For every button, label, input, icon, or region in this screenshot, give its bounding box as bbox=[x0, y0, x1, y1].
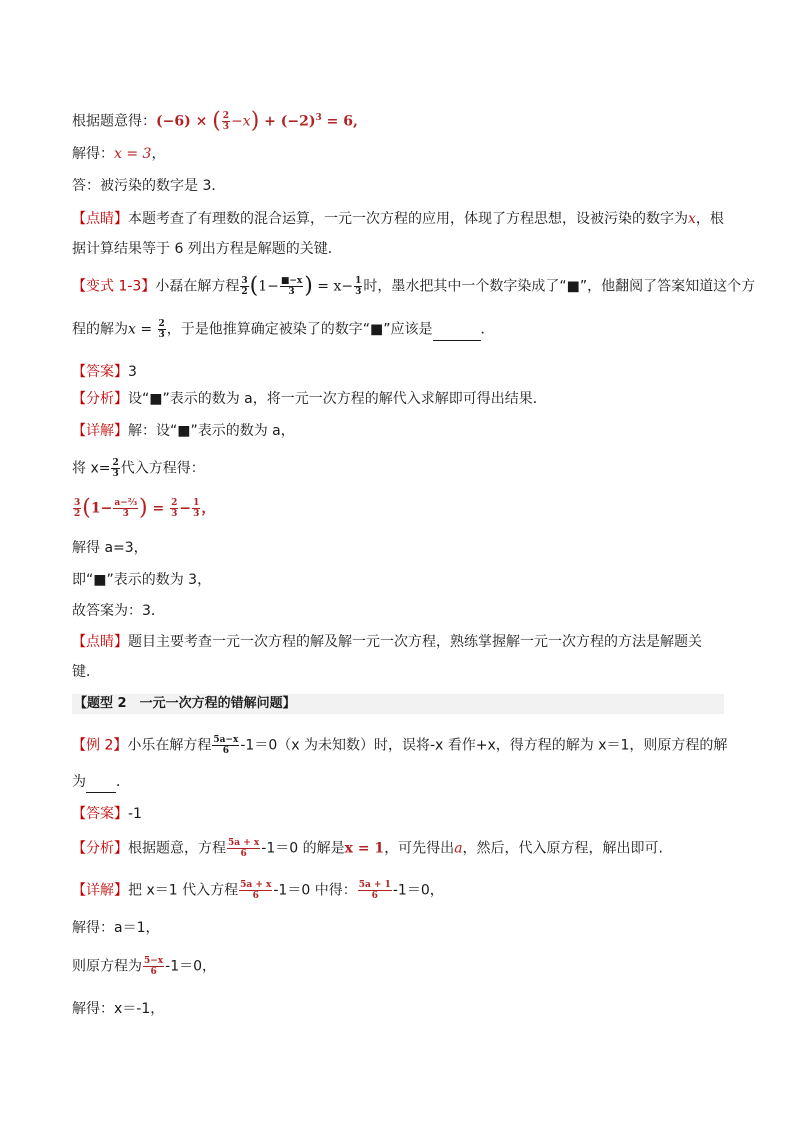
fraction: $\frac{5a + x}{6}$ bbox=[240, 880, 272, 901]
section-tag: 【答案】 bbox=[72, 364, 128, 380]
comment-line-2-cont: 键． bbox=[72, 664, 100, 680]
solve-a-line-2: 解得：a＝1， bbox=[72, 920, 160, 936]
section-tag: 【点睛】 bbox=[72, 211, 128, 227]
final-answer-line: 故答案为：3． bbox=[72, 603, 165, 619]
fraction: $\frac{1}{3}$ bbox=[193, 498, 200, 519]
fraction: $\frac{3}{2}$ bbox=[74, 498, 81, 519]
comment-line: 【点睛】本题考查了有理数的混合运算，一元一次方程的应用，体现了方程思想，设被污染的数字为x，根 bbox=[72, 211, 724, 227]
fraction: $\frac{3}{2}$ bbox=[241, 276, 248, 297]
section-tag: 【答案】 bbox=[72, 806, 128, 822]
section-tag: 【详解】 bbox=[72, 423, 128, 439]
section-tag: 【例 2】 bbox=[72, 737, 128, 754]
fraction: $\frac{5a + x}{6}$ bbox=[228, 838, 260, 859]
fraction: $\frac{2}{3}$ bbox=[222, 111, 230, 133]
final-solve-line: 解得：x＝-1， bbox=[72, 1001, 165, 1017]
fraction: $\frac{2}{3}$ bbox=[158, 319, 165, 340]
detail-row: 【详解】解：设“■”表示的数为 a， bbox=[72, 423, 295, 439]
answer-line: 答：被污染的数字是 3． bbox=[72, 178, 226, 194]
detail-row-2: 【详解】把 x＝1 代入方程 $\frac{5a + x}{6}$ -1＝0 中得： $\frac{5a + 1}{6}$ -1＝0， bbox=[72, 880, 444, 901]
answer-blank bbox=[86, 772, 116, 793]
fraction: $\frac{2}{3}$ bbox=[112, 458, 119, 479]
section-tag: 【点睛】 bbox=[72, 634, 128, 650]
comment-line-2: 【点睛】题目主要考查一元一次方程的解及解一元一次方程，熟练掌握解一元一次方程的方法是解题关 bbox=[72, 634, 702, 650]
fraction: $\frac{1}{3}$ bbox=[355, 276, 362, 297]
answer-row-2: 【答案】-1 bbox=[72, 806, 142, 822]
fraction: $\frac{2}{3}$ bbox=[171, 498, 178, 519]
variant-question-line: 【变式 1-3】小磊在解方程 $\frac{3}{2}$ (1− $\frac{■-x}{3}$ ) = x− $\frac{1}{3}$ 时，墨水把其中一个数字染成了“■”，他翻阅了答案知道这个方 bbox=[72, 273, 756, 299]
question-type-heading: 【题型 2 一元一次方程的错解问题】 bbox=[72, 694, 724, 714]
example-question-line-cont: 为 ． bbox=[72, 772, 130, 793]
fraction: $\frac{5-x}{6}$ bbox=[144, 956, 164, 977]
analysis-row-2: 【分析】根据题意，方程 $\frac{5a + x}{6}$ -1＝0 的解是x = 1，可先得出a，然后，代入原方程，解出即可. bbox=[72, 838, 663, 859]
fraction: $\frac{5a-x}{6}$ bbox=[213, 735, 239, 756]
answer-blank bbox=[433, 320, 481, 341]
comment-line-cont: 据计算结果等于 6 列出方程是解题的关键． bbox=[72, 241, 342, 257]
section-tag: 【分析】 bbox=[72, 391, 128, 407]
fraction: $\frac{\text{a−⅔}}{3}$ bbox=[114, 498, 138, 519]
original-equation-line: 则原方程为 $\frac{5-x}{6}$ -1＝0， bbox=[72, 956, 217, 977]
solve-a-line: 解得 a=3， bbox=[72, 540, 148, 556]
example-question-line: 【例 2】小乐在解方程 $\frac{5a-x}{6}$ -1＝0（x 为未知数）时，误将-x 看作+x，得方程的解为 x＝1，则原方程的解 bbox=[72, 735, 728, 756]
analysis-row: 【分析】设“■”表示的数为 a，将一元一次方程的解代入求解即可得出结果． bbox=[72, 391, 547, 407]
fraction: $\frac{5a + 1}{6}$ bbox=[358, 880, 391, 901]
solve-result-line: 解得：x = 3， bbox=[72, 146, 166, 162]
substitute-line: 将 x= $\frac{2}{3}$ 代入方程得： bbox=[72, 458, 205, 479]
section-tag: 【变式 1-3】 bbox=[72, 278, 156, 295]
answer-row: 【答案】3 bbox=[72, 364, 137, 380]
fraction: $\frac{■-x}{3}$ bbox=[280, 276, 303, 297]
section-tag: 【详解】 bbox=[72, 882, 128, 899]
substituted-equation-line: $\frac{3}{2}$ (1− $\frac{\text{a−⅔}}{3}$ ) = $\frac{2}{3}$ − $\frac{1}{3}$ ， bbox=[74, 495, 216, 521]
section-tag: 【分析】 bbox=[72, 840, 128, 857]
solution-equation-line: 根据题意得：(−6) × ( $\frac{2}{3}$ $-x) + (-2)^3 = 6$, bbox=[72, 108, 358, 134]
variant-question-line-cont: 程的解为x = $\frac{2}{3}$ ，于是他推算确定被染了的数字“■”应该是 ． bbox=[72, 319, 495, 340]
meaning-line: 即“■”表示的数为 3， bbox=[72, 572, 212, 588]
